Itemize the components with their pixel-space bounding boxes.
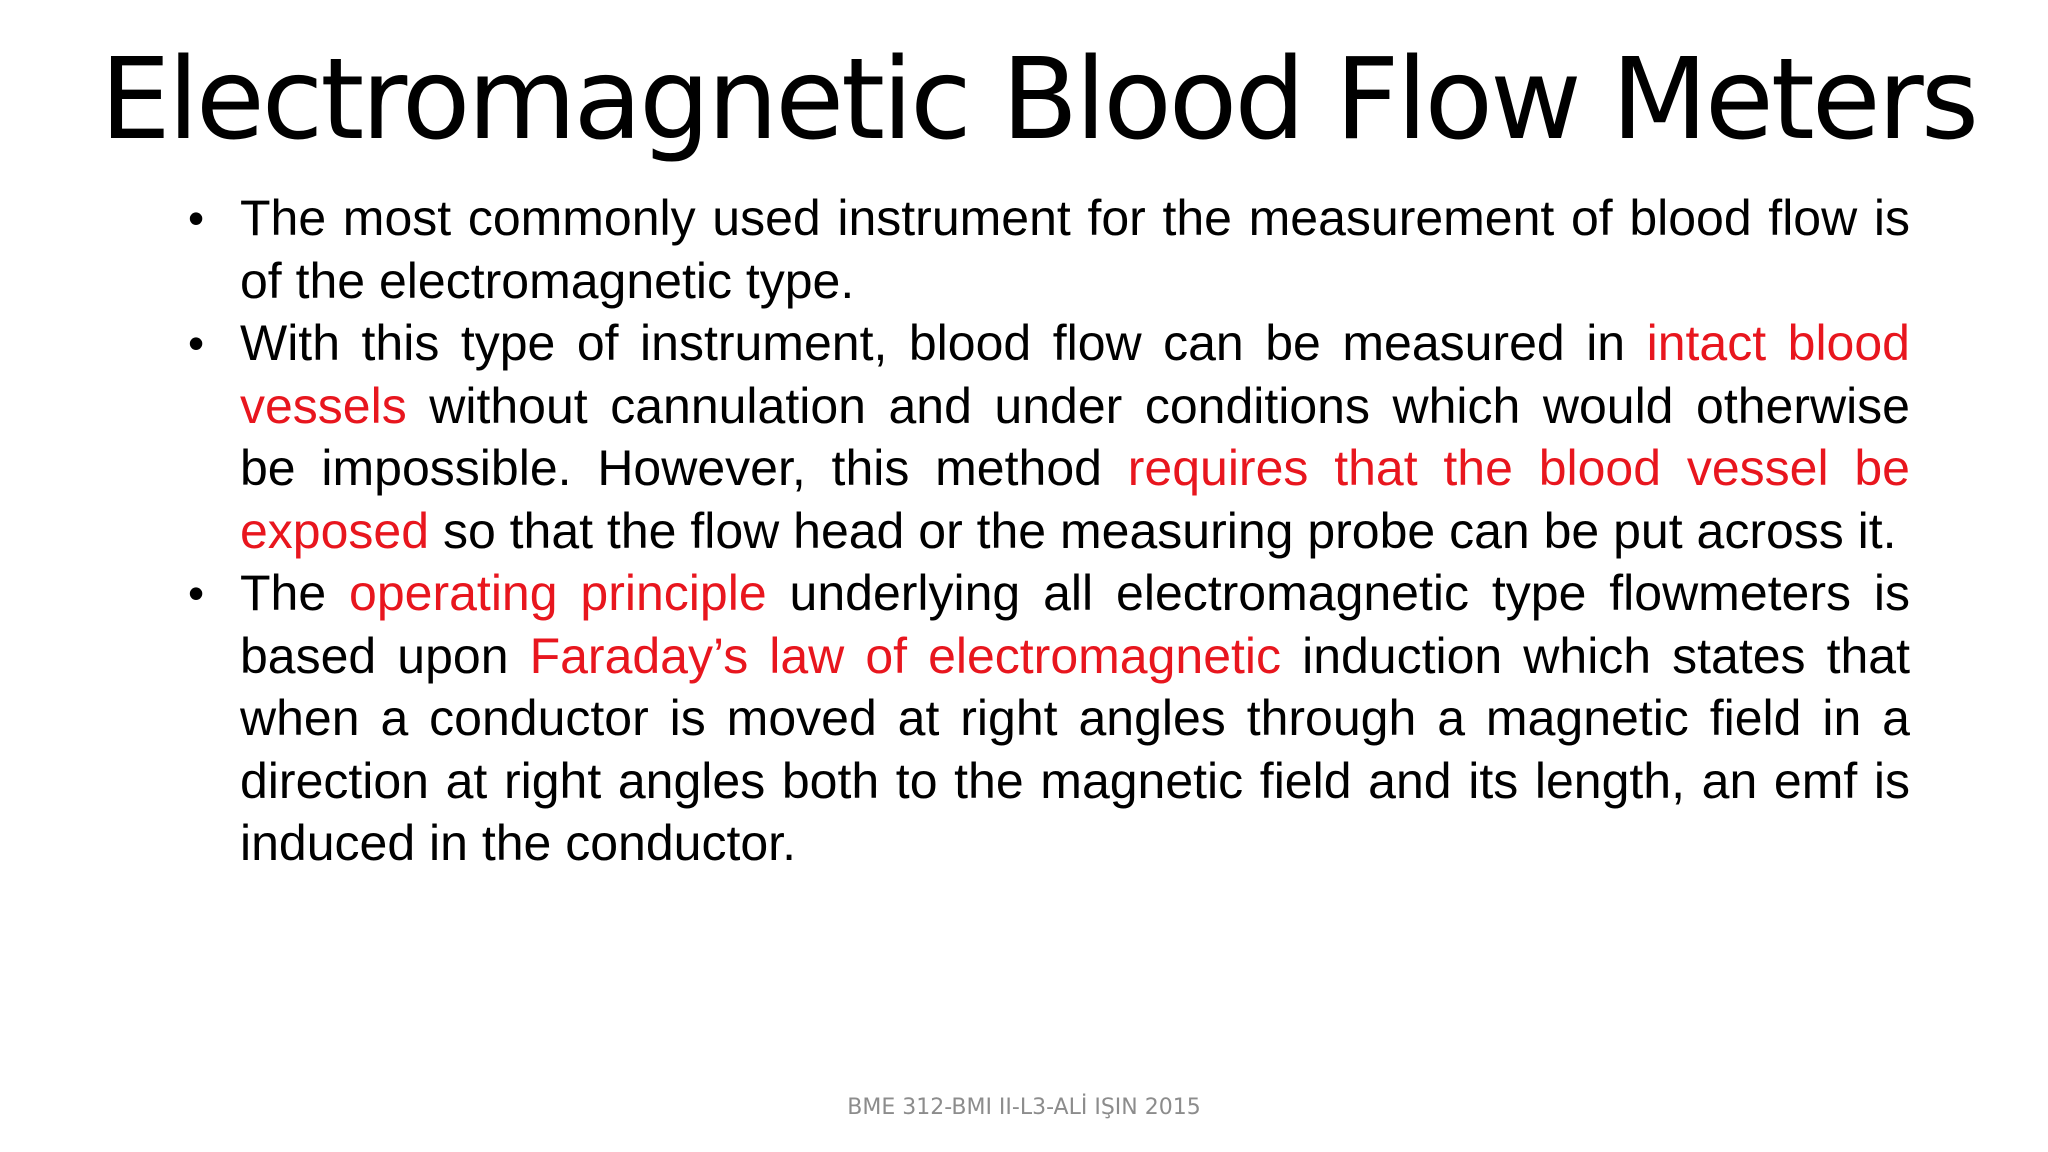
highlighted-text: operating principle: [349, 565, 767, 621]
bullet-marker: •: [188, 567, 205, 619]
bullet-marker: •: [188, 317, 205, 369]
bullet-text-segment: induction which states that when a conductor is moved at right angles through a magnetic field in a direction at right angles both to the magnetic field and its length, an emf is induced in the conductor.: [240, 627, 1911, 871]
bullet-text-segment: without cannulation and under conditions which would otherwise be impossible. However, this method: [240, 377, 1910, 496]
bullet-text-segment: The most commonly used instrument for the measurement of blood flow is of the electromagnetic type.: [240, 190, 1910, 309]
bullet-marker: •: [188, 192, 205, 244]
bullet-text-segment: underlying all electromagnetic type flowmeters is based upon: [240, 565, 1910, 684]
bullet-list: [188, 187, 1910, 875]
slide-title: Electromagnetic Blood Flow Meters: [100, 35, 1977, 165]
highlighted-text: Faraday’s law of electromagnetic: [529, 627, 1282, 684]
highlighted-text: requires that the blood vessel be exposed: [240, 440, 1910, 559]
bullet-item-1: [188, 187, 1910, 312]
bullet-item-3: [188, 562, 1910, 875]
bullet-item-2: [188, 312, 1910, 562]
bullet-text-segment: so that the flow head or the measuring probe can be put across it.: [429, 502, 1897, 559]
highlighted-text: intact blood vessels: [240, 315, 1910, 434]
bullet-text-segment: The: [240, 565, 350, 621]
bullet-text-segment: With this type of instrument, blood flow can be measured in: [240, 315, 1647, 371]
slide-footer: BME 312-BMI II-L3-ALİ IŞIN 2015: [847, 1095, 1201, 1120]
